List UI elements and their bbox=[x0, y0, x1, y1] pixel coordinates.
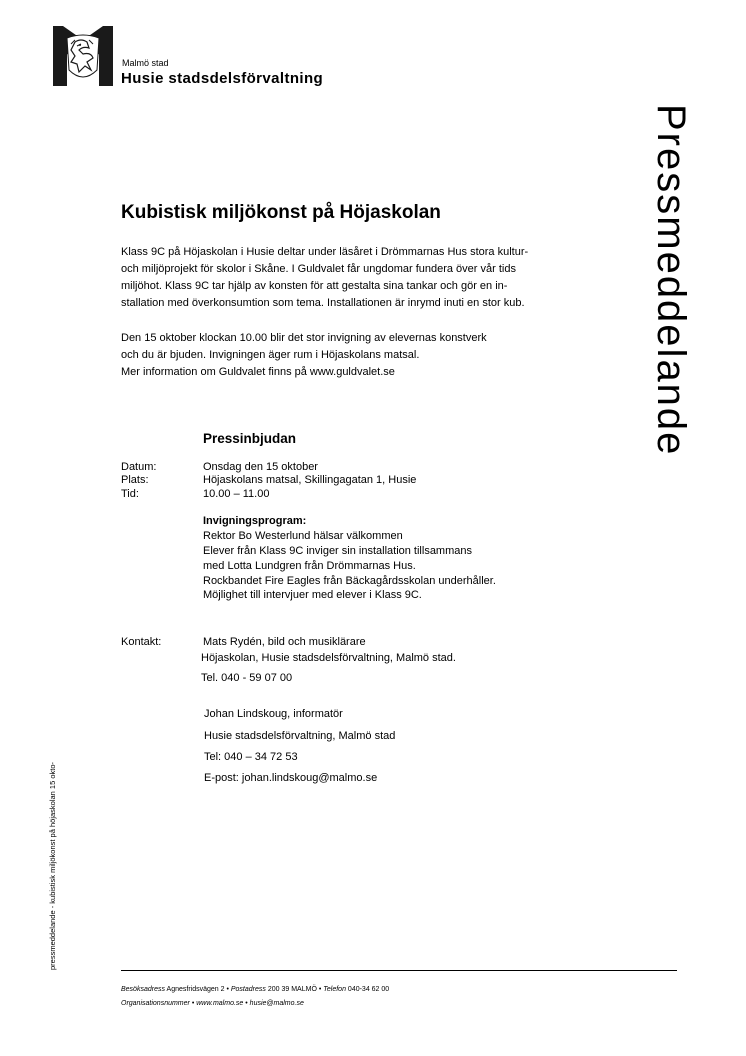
footer-bullet: • bbox=[226, 986, 229, 993]
program-heading: Invigningsprogram: bbox=[203, 515, 307, 527]
intro-line: Klass 9C på Höjaskolan i Husie deltar under läsåret i Drömmarnas Hus stora kultur- bbox=[121, 246, 529, 258]
malmo-coat-of-arms-logo bbox=[53, 26, 113, 86]
phone-label: Telefon bbox=[323, 986, 346, 993]
date-value: Onsdag den 15 oktober bbox=[203, 461, 318, 473]
contact-2-phone: Tel: 040 – 34 72 53 bbox=[204, 751, 298, 763]
time-value: 10.00 – 11.00 bbox=[203, 488, 270, 500]
footer-address-line bbox=[121, 985, 389, 994]
contact-label: Kontakt: bbox=[121, 636, 162, 648]
intro-line: stallation med överkonsumtion som tema. Installationen är inrymd inuti en stor kub. bbox=[121, 297, 525, 309]
footer-bullet: • bbox=[191, 1000, 195, 1007]
footer-divider bbox=[121, 970, 677, 971]
intro-line: och miljöprojekt för skolor i Skåne. I Guldvalet får ungdomar fundera över vår tids bbox=[121, 263, 516, 275]
contact-1-org: Höjaskolan, Husie stadsdelsförvaltning, Malmö stad. bbox=[201, 652, 456, 664]
city-name: Malmö stad bbox=[122, 58, 169, 68]
invitation-paragraph bbox=[121, 330, 601, 381]
footer-web-line bbox=[121, 999, 304, 1008]
contact-2-org: Husie stadsdelsförvaltning, Malmö stad bbox=[204, 730, 396, 742]
phone-value: 040-34 62 00 bbox=[347, 986, 390, 993]
invitation-line: och du är bjuden. Invigningen äger rum i Höjaskolans matsal. bbox=[121, 349, 420, 361]
footer-bullet: • bbox=[318, 986, 322, 993]
program-line: Elever från Klass 9C inviger sin installation tillsammans bbox=[203, 545, 472, 557]
org-number-label: Organisationsnummer bbox=[121, 1000, 190, 1007]
program-line: Rektor Bo Westerlund hälsar välkommen bbox=[203, 530, 403, 542]
postal-address-label: Postadress bbox=[230, 986, 266, 993]
contact-1-phone: Tel. 040 - 59 07 00 bbox=[201, 672, 293, 684]
place-label: Plats: bbox=[121, 474, 149, 486]
email-link[interactable]: husie@malmo.se bbox=[249, 1000, 304, 1007]
contact-1-name: Mats Rydén, bild och musiklärare bbox=[203, 636, 366, 648]
griffin-icon bbox=[53, 26, 113, 86]
headline: Kubistisk miljökonst på Höjaskolan bbox=[121, 202, 441, 223]
program-line: med Lotta Lundgren från Drömmarnas Hus. bbox=[203, 560, 416, 572]
date-label: Datum: bbox=[121, 461, 157, 473]
time-label: Tid: bbox=[121, 488, 139, 500]
document-type-title: Pressmeddelande bbox=[649, 104, 693, 457]
program-line: Möjlighet till intervjuer med elever i Klass 9C. bbox=[203, 589, 422, 601]
place-value: Höjaskolans matsal, Skillingagatan 1, Husie bbox=[203, 474, 417, 486]
program-line: Rockbandet Fire Eagles från Bäckagårdsskolan underhåller. bbox=[203, 575, 496, 587]
contact-2-email: E-post: johan.lindskoug@malmo.se bbox=[204, 772, 378, 784]
press-invitation-heading: Pressinbjudan bbox=[203, 431, 297, 446]
department-name: Husie stadsdelsförvaltning bbox=[121, 70, 324, 87]
contact-2-name: Johan Lindskoug, informatör bbox=[204, 708, 343, 720]
website-link[interactable]: www.malmo.se bbox=[196, 1000, 244, 1007]
intro-line: miljöhot. Klass 9C tar hjälp av konsten för att gestalta sina tankar och gör en in- bbox=[121, 280, 508, 292]
postal-address-value: 200 39 MALMÖ bbox=[267, 986, 317, 993]
side-document-reference: pressmeddelande - kubistisk miljökonst på höjaskolan 15 okto- bbox=[48, 761, 57, 970]
intro-paragraph bbox=[121, 244, 601, 312]
invitation-line: Mer information om Guldvalet finns på www.guldvalet.se bbox=[121, 366, 395, 378]
visit-address-value: Agnesfridsvägen 2 bbox=[166, 986, 225, 993]
visit-address-label: Besöksadress bbox=[121, 986, 165, 993]
footer-bullet: • bbox=[245, 1000, 248, 1007]
invitation-line: Den 15 oktober klockan 10.00 blir det stor invigning av elevernas konstverk bbox=[121, 332, 487, 344]
program-section bbox=[203, 514, 496, 601]
